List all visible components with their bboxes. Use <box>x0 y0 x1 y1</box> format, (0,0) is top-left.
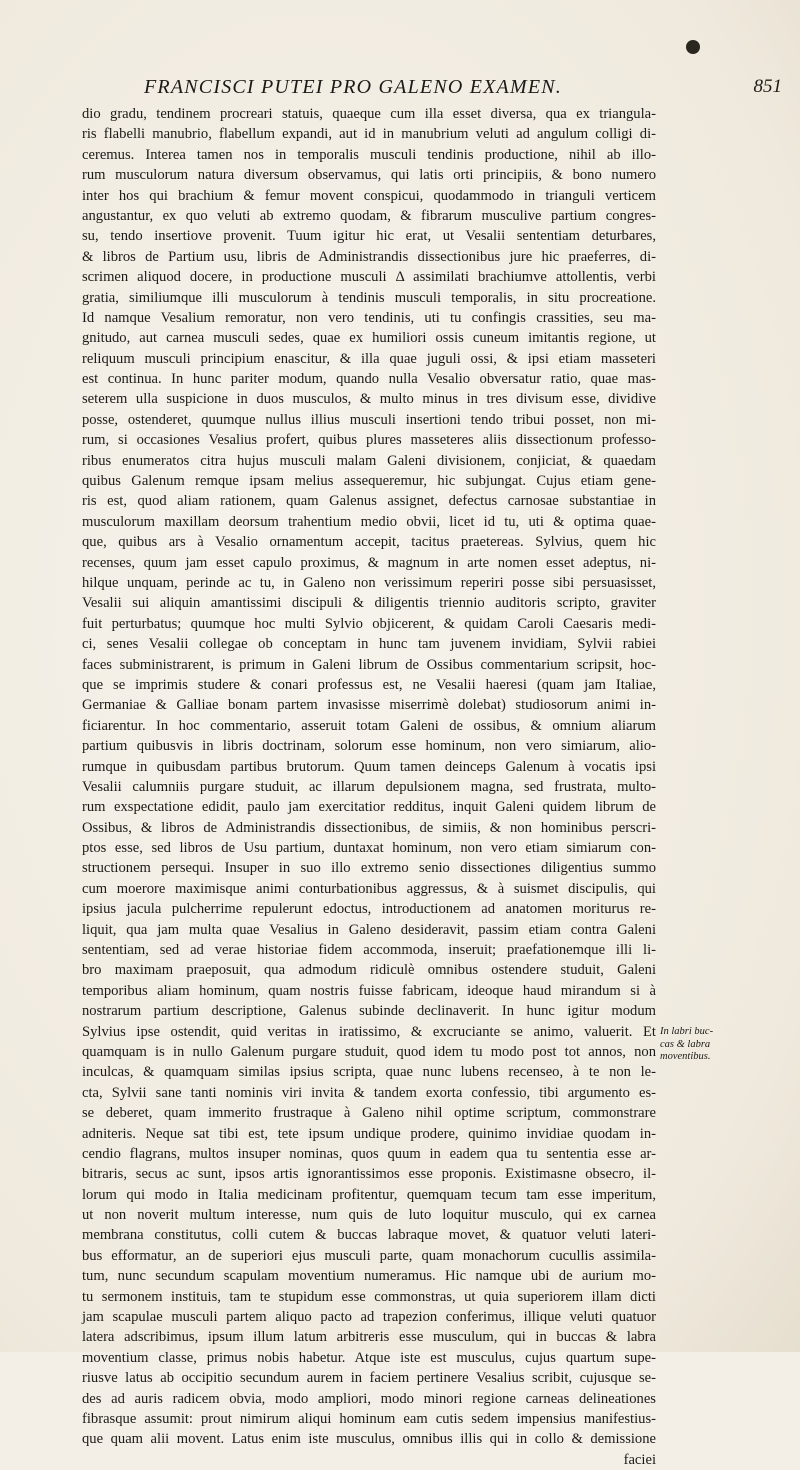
text-line: latera adscribimus, ipsum illum latum arbitreris esse musculum, qui in buccas & labra <box>82 1329 656 1346</box>
marginal-note-line: moventibus. <box>660 1051 711 1062</box>
text-line: se deberet, quam immerito frustraque à Galeno nihil optime scriptum, commonstrare <box>82 1105 656 1122</box>
marginal-note-line: cas & labra <box>660 1038 711 1050</box>
text-line: tu sermonem instituis, tam te stupidum esse commonstras, ut quia superiorem illam dicti <box>82 1288 656 1305</box>
text-line: des ad auris radicem obvia, modo ampliori, modo minori regione carneas delineationes <box>82 1390 656 1407</box>
text-line: partium quibusvis in libris doctrinam, solorum esse hominum, non vero simiarum, alio- <box>82 738 656 755</box>
ink-blot <box>686 40 700 54</box>
text-line: ficiarentur. In hoc commentario, asseruit totam Galeni de ossibus, & omnium aliarum <box>82 717 656 734</box>
marginal-note <box>660 1026 740 1064</box>
text-line: gratia, similiumque illi musculorum à tendinis musculi temporalis, in situ procreatione. <box>82 289 656 306</box>
text-line: riusve latus ab occipitio secundum aurem in faciem pertinere Vesalius scribit, cujusque se- <box>82 1370 656 1387</box>
text-line: lorum qui modo in Italia medicinam profitentur, quemquam tecum tam esse imperitum, <box>82 1186 656 1203</box>
text-line: que quam alii movent. Latus enim iste musculus, omnibus illis qui in collo & demissione <box>82 1431 656 1448</box>
text-line: tum, nunc secundum scapulam moventium numeramus. Hic namque ubi de aurium mo- <box>82 1268 656 1285</box>
text-line: fuit perturbatus; quumque hoc multi Sylvio objicerent, & quidam Caroli Caesaris medi- <box>82 615 656 632</box>
running-head-title: FRANCISCI PUTEI PRO GALENO EXAMEN. <box>144 76 562 98</box>
text-line: ris est, quod aliam rationem, quam Galenus assignet, defectus carnosae substantiae in <box>82 493 656 510</box>
text-line: Id namque Vesalium remoratur, non vero tendinis, uti tu confingis crassities, seu ma- <box>82 309 656 326</box>
text-line: bus efformatur, an de superiori ejus musculi parte, quam monachorum cucullis assimila- <box>82 1247 656 1264</box>
text-line: que, quibus ars à Vesalio ornamentum accepit, tacitus praetereas. Sylvius, quem hic <box>82 534 656 551</box>
text-line: inculcas, & quamquam similas ipsius scripta, quae nunc lubens recenseo, à te non le- <box>82 1064 656 1081</box>
text-line: sententiam, sed ad verae historiae fidem accommoda, inseruit; praefationemque illi li- <box>82 942 656 959</box>
text-line: musculorum maxillam deorsum trahentium medio obvii, licet id tu, uti & optima quae- <box>82 513 656 530</box>
text-line: Ossibus, & libros de Administrandis dissectionibus, de simiis, & non hominibus perscri- <box>82 819 656 836</box>
text-line: temporibus aliam hominum, quam nostris fuisse fabricam, ideoque haud mirandum si à <box>82 982 656 999</box>
text-line: bro maximam praeposuit, qua admodum ridiculè omnibus ostendere studuit, Galeni <box>82 962 656 979</box>
page-number: 851 <box>753 76 782 97</box>
text-line: bitraris, secus ac sunt, ipsos artis ignorantissimos esse proponis. Existimasne obsecro, il- <box>82 1166 656 1183</box>
text-line: posse, ostenderet, quumque nullus illius musculi insertioni tendo tribui posset, non mi- <box>82 411 656 428</box>
text-line: seterem ulla suspicione in duos musculos, & multo minus in tres divisum esse, dividive <box>82 391 656 408</box>
text-line: Germaniae & Galliae bonam partem invasisse miserrimè dolebat) studiosorum animi in- <box>82 697 656 714</box>
text-line: rum exspectatione edidit, paulo jam exercitatior redditus, inquit Galeni quidem librum de <box>82 799 656 816</box>
text-line: ut non noverit multum interesse, num quis de luto loquitur musculo, qui ex carnea <box>82 1207 656 1224</box>
text-line: su, tendo insertiove provenit. Tuum igitur hic erat, ut Vesalii sententiam deturbares, <box>82 228 656 245</box>
text-line: ci, senes Vesalii collegae ob conceptam in hunc tam juvenem invidiam, Sylvii rabiei <box>82 636 656 653</box>
text-line: adniteris. Neque sat tibi est, tete ipsum undique prodere, quinimo invidiae quodam in- <box>82 1125 656 1142</box>
text-line: ribus enumeratos citra hujus musculi malam Galeni divisionem, conjiciat, & quaedam <box>82 452 656 469</box>
text-line: faciei <box>623 1451 656 1468</box>
text-line: jam scapulae musculi partem aliquo pacto ad trapezion conferimus, illique veluti quatuor <box>82 1309 656 1326</box>
marginal-note-line: In labri buc- <box>660 1026 714 1037</box>
text-line: cum moerore maximisque animi conturbationibus aggressus, & à suismet discipulis, qui <box>82 880 656 897</box>
body-text <box>82 104 656 1470</box>
running-head <box>120 76 782 104</box>
text-line: rum, si occasiones Vesalius profert, quibus plures masseteres aliis dissectionum professo- <box>82 432 656 449</box>
text-line: ptos esse, sed libros de Usu partium, duntaxat hominum, non vero etiam simiarum con- <box>82 840 656 857</box>
text-line: ceremus. Interea tamen nos in temporalis musculi tendinis productione, nihil ab illo- <box>82 146 656 163</box>
text-line: gnitudo, aut carnea musculi sedes, quae ex humiliori ossis cuneum imitantis regione, ut <box>82 330 656 347</box>
text-line: angustantur, ex quo veluti ab extremo quodam, & fibrarum musculive partium congres- <box>82 207 656 224</box>
text-line: rum musculorum natura diversum observamus, qui latis orti principiis, & bono numero <box>82 167 656 184</box>
text-line: liquit, qua jam multa quae Vesalius in Galeno desideravit, passim etiam contra Galeni <box>82 921 656 938</box>
text-line: Sylvius ipse ostendit, quid veritas in iratissimo, & excruciante se animo, valuerit. Et <box>82 1023 656 1040</box>
text-line: inter hos qui brachium & femur movent conspicui, quodammodo in trianguli verticem <box>82 187 656 204</box>
text-line: quibus Galenum remque ipsam melius assequeremur, hic subjungat. Cujus etiam gene- <box>82 473 656 490</box>
text-line: hilque unquam, perinde ac tu, in Galeno non verissimum reperiri posse sibi persuasisset, <box>82 574 656 591</box>
text-line: scrimen aliquod docere, in productione musculi Δ assimilati brachiumve attollentis, verbi <box>82 269 656 286</box>
text-line: faces subministrarent, is primum in Galeni librum de Ossibus commentarium scripsit, hoc- <box>82 656 656 673</box>
text-line: moventium classe, primus nobis habetur. Atque iste est musculus, cujus quartum supe- <box>82 1349 656 1366</box>
text-line: dio gradu, tendinem procreari statuis, quaeque cum illa esset diversa, qua ex triangula- <box>82 106 656 122</box>
text-line: reliquum musculi principium enascitur, & illa quae juguli ossi, & ipsi etiam masseteri <box>82 350 656 367</box>
text-line: fibrasque assumit: prout nimirum aliqui hominum eam cutis sedem impensius manifestius- <box>82 1411 656 1427</box>
text-line: que se imprimis studere & conari professus est, ne Vesalii haeresi (quam jam Italiae, <box>82 676 656 693</box>
text-line: ipsius jacula pulcherrime repulerunt edoctus, introductionem ad anatomen moriturus re- <box>82 901 656 918</box>
text-line: recenses, quum jam esset capulo proximus, & magnum in arte nomen esset adeptus, ni- <box>82 554 656 571</box>
text-line: nostrarum partium descriptione, Galenus subinde declinaverit. In hunc igitur modum <box>82 1003 656 1020</box>
text-line: membrana constitutus, colli cutem & buccas labraque movet, & quatuor veluti lateri- <box>82 1227 656 1244</box>
text-line: est continua. In hunc pariter modum, quando nulla Vesalio obversatur ratio, quae mas- <box>82 371 656 388</box>
text-line: ris flabelli manubrio, flabellum expandi, aut id in manubrium veluti ad angulum colligi di- <box>82 126 656 143</box>
text-line: Vesalii calumniis purgare studuit, ac illarum depulsionem magna, sed frustrata, multo- <box>82 778 656 795</box>
text-line: cendio flagrans, multos insuper nominas, quos quum in eadem qua tu sententia esse ar- <box>82 1145 656 1162</box>
text-line: cta, Sylvii sane tanti nominis viri invita & tandem exorta confessio, tibi argumento es- <box>82 1084 656 1101</box>
text-line: Vesalii sui aliquin amantissimi discipuli & diligentis triennio auditoris scripto, graviter <box>82 595 656 612</box>
text-line: rumque in quibusdam partibus brutorum. Quum tamen deinceps Galenum à vocatis ipsi <box>82 758 656 775</box>
text-line: structionem persequi. Insuper in suo illo extremo senio dissectiones diligentius summo <box>82 860 656 877</box>
text-line: quamquam is in nullo Galenum purgare studuit, quod idem tu modo post tot annos, non <box>82 1043 656 1060</box>
text-line: & libros de Partium usu, libris de Administrandis dissectionibus jure hic praeferres, di- <box>82 248 656 265</box>
